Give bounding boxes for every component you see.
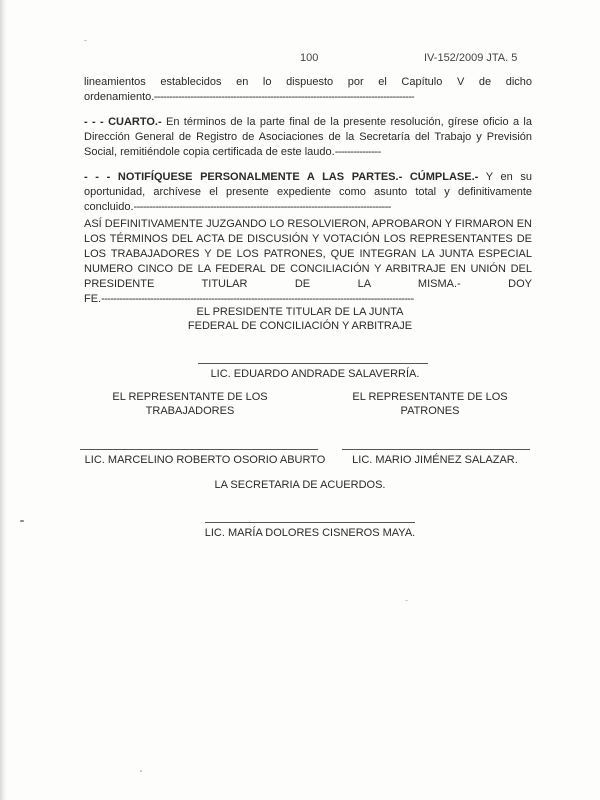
- paragraph-guidelines-bold: ordenamiento: [84, 91, 152, 103]
- paragraph-cuarto-dashes: ---------------: [334, 146, 381, 158]
- paragraph-notifiquese-lead: - - -: [84, 171, 118, 183]
- paragraph-resolution-text: ASÍ DEFINITIVAMENTE JUZGANDO LO RESOLVIERON, APROBARON Y FIRMARON EN LOS TÉRMINOS DEL ACTA DE DISCUSIÓN Y VOTACIÓN LOS REPRESENTANTES DE LOS TRABAJADORES Y DE LOS PATRONES, QUE INTEGRAN LA JUNTA ESPECIAL NUMERO CINCO DE LA FEDERAL DE CONCILIACIÓN Y ARBITRAJE EN UNIÓN DEL PRESIDENTE TITULAR DE LA MISMA.- DOY FE.: [84, 218, 532, 305]
- paragraph-cuarto-heading: CUARTO.-: [108, 116, 162, 128]
- president-title-line1: EL PRESIDENTE TITULAR DE LA JUNTA: [196, 306, 404, 318]
- president-title-line2: FEDERAL DE CONCILIACIÓN Y ARBITRAJE: [187, 320, 413, 332]
- paragraph-cuarto-text: En términos de la parte final de la presente resolución, gírese oficio a la Dirección General de Registro de Asociaciones de la Secretaría del Trabajo y Previsión Social, remitiéndole copia certificada de este laudo.: [84, 116, 532, 158]
- employers-rep-signature-line: [342, 449, 530, 450]
- workers-rep-signature-line: [80, 449, 318, 450]
- paragraph-notifiquese-text: Y en su oportunidad, archívese el presente expediente como asunto total y definitivamente concluido.: [84, 171, 532, 213]
- paragraph-resolution-dashes: ------------------------------------------------------------------------------------------------------: [101, 293, 414, 305]
- paragraph-guidelines: [84, 75, 532, 107]
- employers-rep-name: LIC. MARIO JIMÉNEZ SALAZAR.: [352, 454, 518, 466]
- secretary-name: LIC. MARÍA DOLORES CISNEROS MAYA.: [204, 527, 416, 539]
- scan-speck: [140, 770, 142, 772]
- employers-rep-title-line2: PATRONES: [400, 405, 460, 417]
- scan-speck: [405, 600, 408, 601]
- paragraph-notifiquese-dashes: ------------------------------------------------------------------------------------: [133, 201, 391, 213]
- paragraph-cuarto-lead: - - -: [84, 116, 109, 128]
- scan-speck: [84, 40, 87, 41]
- workers-rep-name: LIC. MARCELINO ROBERTO OSORIO ABURTO: [84, 454, 326, 466]
- page-number: 100: [300, 52, 319, 64]
- paragraph-notifiquese: [84, 170, 532, 213]
- scan-speck: [20, 520, 24, 522]
- secretary-title: LA SECRETARIA DE ACUERDOS.: [214, 479, 386, 491]
- secretary-signature-line: [205, 522, 415, 523]
- workers-rep-title-line1: EL REPRESENTANTE DE LOS: [112, 391, 268, 403]
- case-reference: IV-152/2009 JTA. 5: [424, 52, 518, 64]
- workers-rep-title-line2: TRABAJADORES: [145, 405, 235, 417]
- president-name: LIC. EDUARDO ANDRADE SALAVERRÍA.: [210, 368, 420, 380]
- paragraph-guidelines-dashes: .-------------------------------------------------------------------------------------: [151, 91, 415, 103]
- paragraph-notifiquese-heading: NOTIFÍQUESE PERSONALMENTE A LAS PARTES.- CÚMPLASE.-: [117, 171, 479, 183]
- paragraph-resolution: [84, 217, 532, 305]
- paragraph-cuarto: [84, 115, 532, 162]
- paragraph-guidelines-text: lineamientos establecidos en lo dispuesto por el Capítulo V de dicho: [84, 76, 532, 88]
- president-signature-line: [198, 363, 428, 364]
- scan-binding-edge: [0, 0, 7, 800]
- employers-rep-title-line1: EL REPRESENTANTE DE LOS: [352, 391, 508, 403]
